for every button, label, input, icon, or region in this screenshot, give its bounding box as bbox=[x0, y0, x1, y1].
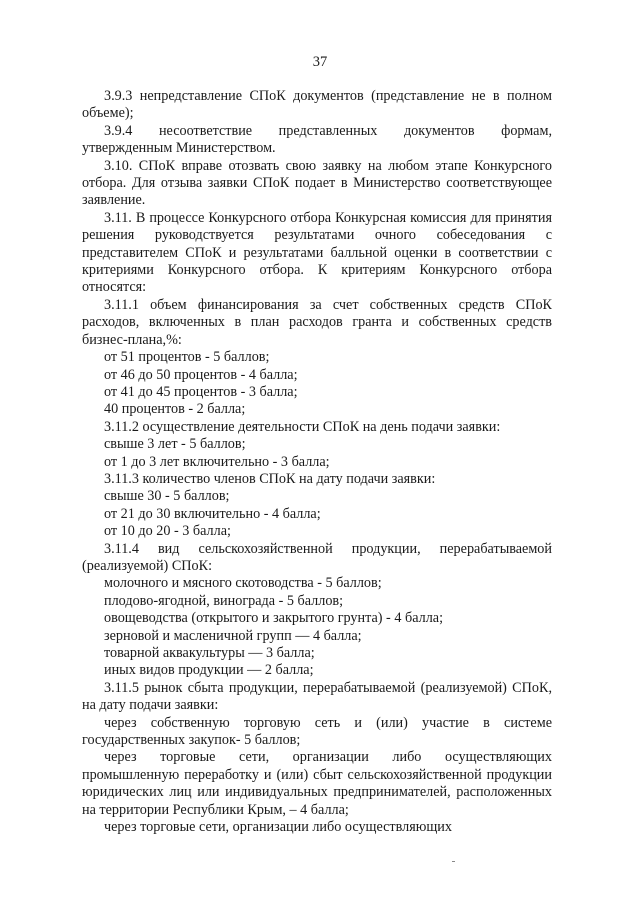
criterion-option: товарной аквакультуры — 3 балла; bbox=[104, 645, 315, 661]
clause-3-11-1: 3.11.1 объем финансирования за счет собственных средств СПоК расходов, включенных в план расходов гранта и собственных средств бизнес-плана,%: bbox=[82, 296, 552, 348]
criterion-option: от 41 до 45 процентов - 3 балла; bbox=[104, 383, 298, 400]
criterion-option: от 10 до 20 - 3 балла; bbox=[104, 523, 231, 540]
criterion-option: свыше 3 лет - 5 баллов; bbox=[104, 436, 246, 453]
clause-3-11: 3.11. В процессе Конкурсного отбора Конкурсная комиссия для принятия решения руководствуется результатами очного собеседования с представителем СПоК и результатами балльной оценки в соответствии с критериями Конкурсного отбора. К критериям Конкурсного отбора относятся: bbox=[82, 209, 552, 296]
scan-speck bbox=[452, 861, 455, 862]
criterion-option: от 51 процентов - 5 баллов; bbox=[104, 349, 270, 366]
criterion-option: через собственную торговую сеть и (или) участие в системе государственных закупок- 5 баллов; bbox=[82, 714, 552, 749]
clause-3-11-5: 3.11.5 рынок сбыта продукции, перерабатываемой (реализуемой) СПоК, на дату подачи заявки: bbox=[82, 679, 552, 714]
criterion-option: плодово-ягодной, винограда - 5 баллов; bbox=[104, 592, 344, 609]
clause-3-11-3: 3.11.3 количество членов СПоК на дату подачи заявки: bbox=[104, 470, 436, 487]
criterion-option: через торговые сети, организации либо осуществляющих промышленную переработку и (или) сбыт сельскохозяйственной продукции юридических лиц или индивидуальных предпринимателей, расположенных на территории Республики Крым, – 4 балла; bbox=[82, 749, 552, 818]
clause-3-9-3: 3.9.3 непредставление СПоК документов (представление не в полном объеме); bbox=[82, 88, 552, 122]
criterion-option: от 21 до 30 включительно - 4 балла; bbox=[104, 505, 321, 522]
clause-3-11-4: 3.11.4 вид сельскохозяйственной продукции, перерабатываемой (реализуемой) СПоК: bbox=[82, 540, 552, 574]
criterion-option: свыше 30 - 5 баллов; bbox=[104, 488, 230, 505]
criterion-option: овощеводства (открытого и закрытого грунта) - 4 балла; bbox=[104, 610, 444, 627]
criterion-option: иных видов продукции — 2 балла; bbox=[104, 662, 314, 679]
document-body bbox=[82, 88, 552, 836]
page-number: 37 bbox=[312, 54, 328, 70]
clause-3-9-4: 3.9.4 несоответствие представленных документов формам, утвержденным Министерством. bbox=[82, 122, 552, 157]
clause-3-10: 3.10. СПоК вправе отозвать свою заявку на любом этапе Конкурсного отбора. Для отзыва заявки СПоК подает в Министерство соответствующее заявление. bbox=[82, 157, 552, 209]
criterion-option: от 46 до 50 процентов - 4 балла; bbox=[104, 366, 298, 383]
clause-3-11-2: 3.11.2 осуществление деятельности СПоК на день подачи заявки: bbox=[104, 418, 501, 435]
criterion-option: 40 процентов - 2 балла; bbox=[104, 401, 246, 418]
criterion-option: через торговые сети, организации либо осуществляющих bbox=[104, 819, 452, 836]
criterion-option: зерновой и масленичной групп — 4 балла; bbox=[104, 627, 362, 644]
criterion-option: от 1 до 3 лет включительно - 3 балла; bbox=[104, 453, 330, 470]
criterion-option: молочного и мясного скотоводства - 5 баллов; bbox=[104, 575, 382, 592]
